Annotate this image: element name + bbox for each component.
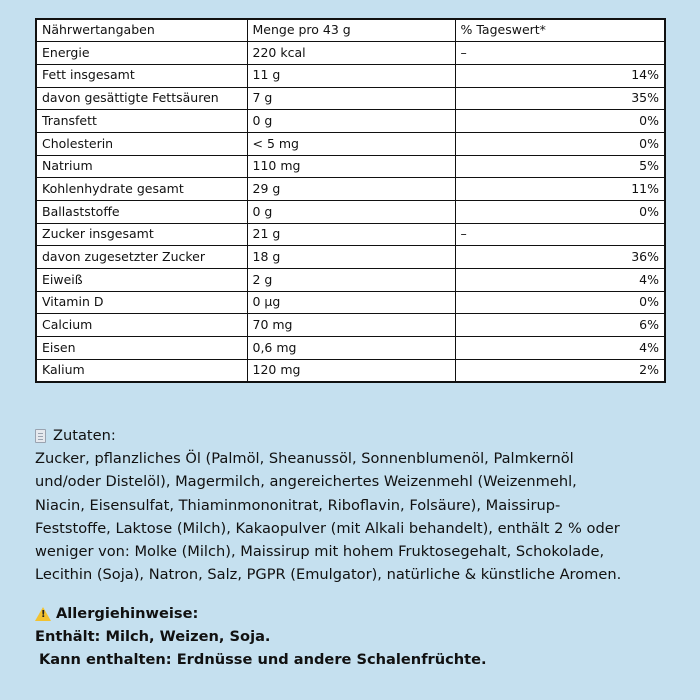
nutrient-name: Cholesterin bbox=[36, 132, 247, 155]
nutrient-daily-value: 36% bbox=[455, 246, 665, 269]
nutrient-amount: 11 g bbox=[247, 64, 455, 87]
nutrient-amount: 0 g bbox=[247, 201, 455, 224]
ingredients-line: weniger von: Molke (Milch), Maissirup mit hohem Fruktosegehalt, Schokolade, bbox=[35, 543, 605, 561]
header-daily-value: % Tageswert* bbox=[455, 19, 665, 42]
nutrient-name: Energie bbox=[36, 42, 247, 65]
header-amount: Menge pro 43 g bbox=[247, 19, 455, 42]
nutrient-name: Transfett bbox=[36, 110, 247, 133]
table-row bbox=[36, 269, 665, 292]
nutrient-name: Calcium bbox=[36, 314, 247, 337]
nutrient-name: davon gesättigte Fettsäuren bbox=[36, 87, 247, 110]
ingredients-section bbox=[35, 424, 675, 586]
nutrient-amount: < 5 mg bbox=[247, 132, 455, 155]
table-row bbox=[36, 110, 665, 133]
table-row bbox=[36, 132, 665, 155]
nutrient-daily-value: 0% bbox=[455, 291, 665, 314]
table-row bbox=[36, 155, 665, 178]
nutrient-amount: 29 g bbox=[247, 178, 455, 201]
nutrient-name: Fett insgesamt bbox=[36, 64, 247, 87]
nutrient-name: Natrium bbox=[36, 155, 247, 178]
nutrient-amount: 2 g bbox=[247, 269, 455, 292]
nutrient-amount: 0 µg bbox=[247, 291, 455, 314]
allergy-section bbox=[35, 602, 675, 672]
nutrient-name: Kalium bbox=[36, 359, 247, 382]
nutrient-daily-value: 35% bbox=[455, 87, 665, 110]
nutrient-daily-value: 6% bbox=[455, 314, 665, 337]
nutrient-daily-value: – bbox=[455, 223, 665, 246]
ingredients-line: Zucker, pflanzliches Öl (Palmöl, Sheanussöl, Sonnenblumenöl, Palmkernöl bbox=[35, 450, 574, 468]
ingredients-text bbox=[35, 447, 675, 586]
nutrient-name: Eisen bbox=[36, 337, 247, 360]
allergy-title: Allergiehinweise: bbox=[56, 605, 199, 622]
nutrient-name: Zucker insgesamt bbox=[36, 223, 247, 246]
nutrient-amount: 110 mg bbox=[247, 155, 455, 178]
nutrient-daily-value: 11% bbox=[455, 178, 665, 201]
nutrient-amount: 18 g bbox=[247, 246, 455, 269]
table-row bbox=[36, 246, 665, 269]
ingredients-line: Niacin, Eisensulfat, Thiaminmononitrat, Riboflavin, Folsäure), Maissirup- bbox=[35, 496, 561, 514]
nutrient-daily-value: 0% bbox=[455, 110, 665, 133]
nutrient-amount: 0 g bbox=[247, 110, 455, 133]
table-row bbox=[36, 291, 665, 314]
ingredients-line: Feststoffe, Laktose (Milch), Kakaopulver (mit Alkali behandelt), enthält 2 % oder bbox=[35, 519, 620, 537]
table-row bbox=[36, 337, 665, 360]
table-row bbox=[36, 87, 665, 110]
ingredients-title: Zutaten: bbox=[53, 427, 116, 444]
document-icon bbox=[35, 429, 46, 443]
warning-icon bbox=[35, 607, 51, 621]
nutrient-name: Kohlenhydrate gesamt bbox=[36, 178, 247, 201]
allergy-heading bbox=[35, 602, 675, 625]
nutrient-name: davon zugesetzter Zucker bbox=[36, 246, 247, 269]
nutrient-daily-value: 4% bbox=[455, 269, 665, 292]
nutrient-daily-value: 0% bbox=[455, 201, 665, 224]
nutrient-name: Vitamin D bbox=[36, 291, 247, 314]
nutrient-amount: 0,6 mg bbox=[247, 337, 455, 360]
nutrient-daily-value: 0% bbox=[455, 132, 665, 155]
nutrient-name: Ballaststoffe bbox=[36, 201, 247, 224]
nutrient-amount: 70 mg bbox=[247, 314, 455, 337]
nutrient-amount: 7 g bbox=[247, 87, 455, 110]
nutrient-daily-value: – bbox=[455, 42, 665, 65]
nutrient-amount: 120 mg bbox=[247, 359, 455, 382]
nutrient-amount: 220 kcal bbox=[247, 42, 455, 65]
allergy-may-contain: Kann enthalten: Erdnüsse und andere Schalenfrüchte. bbox=[39, 651, 487, 669]
nutrient-daily-value: 14% bbox=[455, 64, 665, 87]
ingredients-line: Lecithin (Soja), Natron, Salz, PGPR (Emulgator), natürliche & künstliche Aromen. bbox=[35, 566, 622, 584]
nutrition-table-container bbox=[35, 18, 664, 383]
table-row bbox=[36, 178, 665, 201]
ingredients-line: und/oder Distelöl), Magermilch, angereichertes Weizenmehl (Weizenmehl, bbox=[35, 473, 577, 491]
nutrient-amount: 21 g bbox=[247, 223, 455, 246]
allergy-contains: Enthält: Milch, Weizen, Soja. bbox=[35, 628, 271, 646]
table-row bbox=[36, 359, 665, 382]
nutrition-table bbox=[35, 18, 666, 383]
header-nutrient: Nährwertangaben bbox=[36, 19, 247, 42]
nutrient-name: Eiweiß bbox=[36, 269, 247, 292]
table-header-row bbox=[36, 19, 665, 42]
table-row bbox=[36, 42, 665, 65]
nutrient-daily-value: 5% bbox=[455, 155, 665, 178]
nutrient-daily-value: 2% bbox=[455, 359, 665, 382]
nutrient-daily-value: 4% bbox=[455, 337, 665, 360]
table-row bbox=[36, 64, 665, 87]
ingredients-heading bbox=[35, 424, 675, 447]
table-row bbox=[36, 314, 665, 337]
table-row bbox=[36, 223, 665, 246]
table-row bbox=[36, 201, 665, 224]
